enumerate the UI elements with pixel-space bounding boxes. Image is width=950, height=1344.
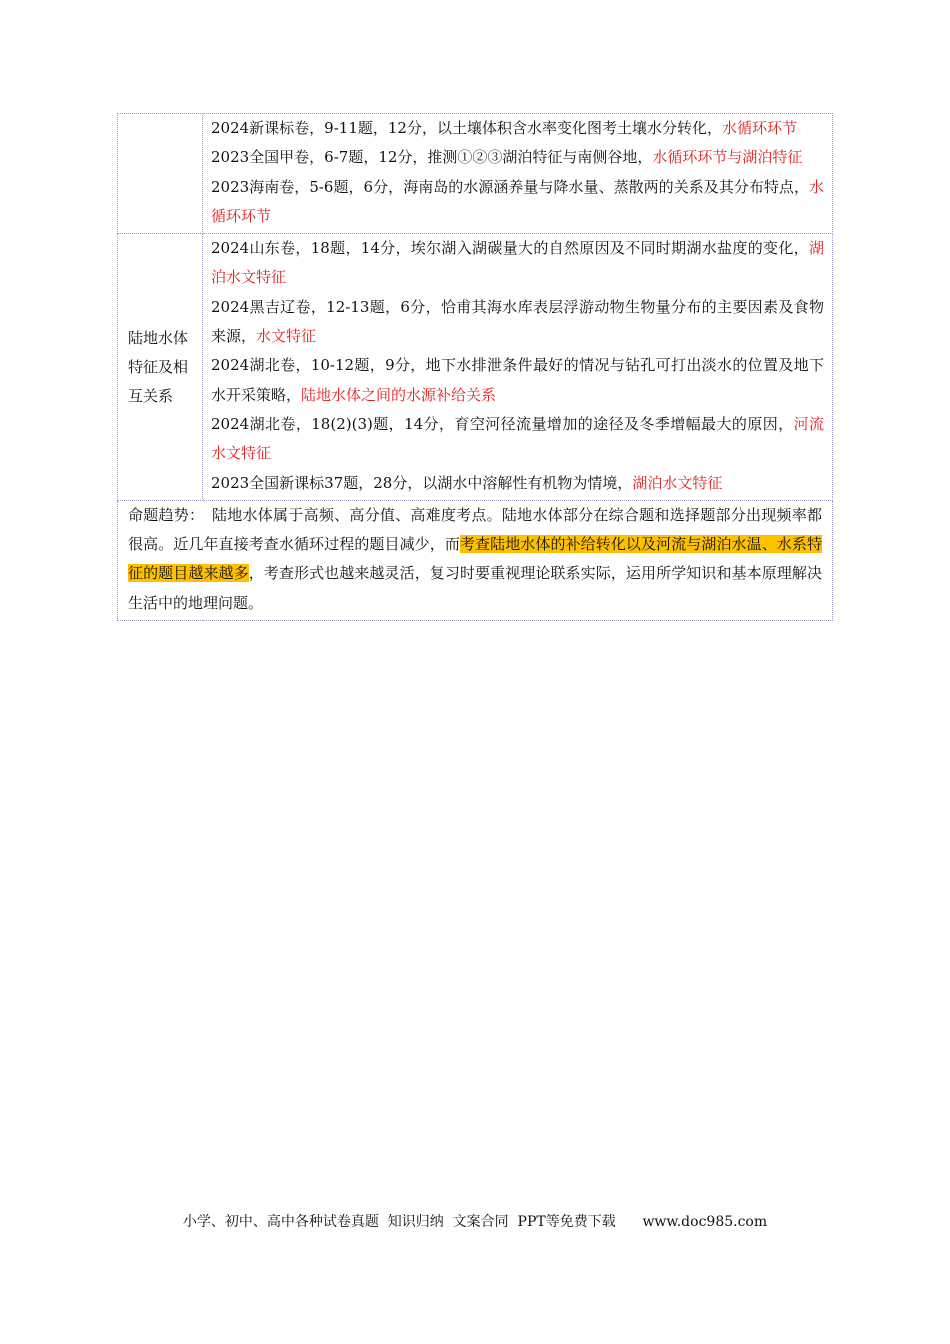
exam-entry-text: 2024山东卷，18题，14分，埃尔湖入湖碳量大的自然原因及不同时期湖水盐度的变化， (211, 239, 809, 258)
exam-entry-highlight: 水循环环节 (721, 119, 797, 137)
exam-entry-text: 2023全国甲卷，6-7题，12分，推测①②③湖泊特征与南侧谷地， (211, 148, 653, 167)
trend-row (118, 500, 833, 620)
exam-entry-text: 2024新课标卷，9-11题，12分，以土壤体积含水率变化图考土壤水分转化， (211, 119, 722, 137)
exam-entry-highlight: 水循环环节与湖泊特征 (652, 148, 803, 167)
exam-entry (211, 351, 824, 410)
exam-entry (211, 173, 824, 232)
exam-entry-text: 2024黑吉辽卷，12-13题，6分，恰甫其海水库表层浮游动物生物量分布的主要因素及食物来源， (211, 297, 824, 346)
trend-text-end: ，考查形式也越来越灵活，复习时要重视理论联系实际，运用所学知识和基本原理解决生活中的地理问题。 (128, 564, 822, 612)
section-label-cell (118, 114, 203, 234)
page-footer: 小学、初中、高中各种试卷真题 知识归纳 文案合同 PPT等免费下载 www.doc985.com (182, 1214, 768, 1230)
section-label-cell (118, 234, 203, 501)
trend-marked-text: 考查陆地水体的补给转化以及河流与湖泊水温、水系特征的题目越来越多 (128, 535, 822, 583)
exam-entry-highlight: 湖泊水文特征 (211, 239, 824, 287)
exam-analysis-table (117, 113, 833, 621)
section-content-cell (203, 234, 833, 501)
exam-entry-highlight: 湖泊水文特征 (632, 473, 723, 492)
exam-entry-highlight: 水文特征 (256, 327, 317, 346)
trend-cell (118, 500, 833, 620)
exam-entry (211, 143, 824, 172)
section-row-land-water (118, 234, 833, 501)
section-content-cell (203, 114, 833, 234)
exam-entry-highlight: 河流水文特征 (211, 414, 824, 463)
exam-entry-text: 2023海南卷，5-6题，6分，海南岛的水源涵养量与降水量、蒸散两的关系及其分布特点， (211, 177, 809, 196)
exam-entry-highlight: 水循环环节 (211, 177, 824, 225)
exam-entry-highlight: 陆地水体之间的水源补给关系 (301, 385, 497, 404)
exam-entry (211, 114, 824, 143)
exam-entry (211, 293, 824, 352)
exam-entry (211, 410, 824, 469)
exam-entry (211, 469, 824, 498)
exam-entry-text: 2024湖北卷，10-12题，9分，地下水排泄条件最好的情况与钻孔可打出淡水的位置及地下水开采策略， (211, 356, 824, 404)
trend-paragraph (128, 501, 822, 618)
exam-entry-text: 2023全国新课标37题，28分，以湖水中溶解性有机物为情境， (211, 473, 633, 492)
section-row-water-cycle (118, 114, 833, 234)
trend-text: 命题趋势： 陆地水体属于高频、高分值、高难度考点。陆地水体部分在综合题和选择题部分出现频率都很高。近几年直接考查水循环过程的题目减少，而 (128, 505, 822, 554)
exam-entry (211, 234, 824, 293)
exam-entry-text: 2024湖北卷，18(2)(3)题，14分，育空河径流量增加的途径及冬季增幅最大的原因， (211, 414, 794, 433)
section-label: 陆地水体特征及相互关系 (128, 328, 189, 405)
